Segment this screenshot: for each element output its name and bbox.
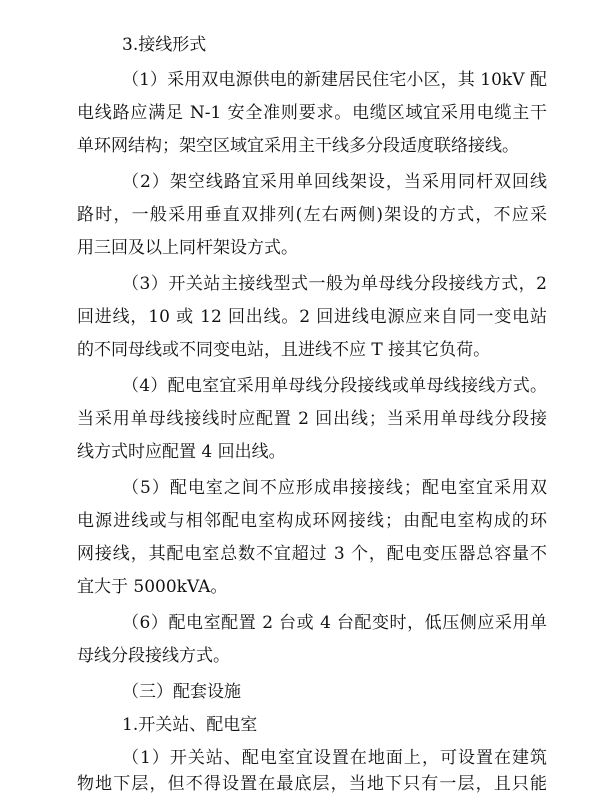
paragraph-7-line-1: （1）开关站、配电室宜设置在地面上，可设置在建筑	[122, 748, 547, 768]
heading-wiring-form: 3.接线形式	[122, 35, 207, 55]
heading-switching-station: 1.开关站、配电室	[122, 715, 258, 735]
paragraph-2-line-3: 用三回及以上同杆架设方式。	[77, 238, 298, 258]
paragraph-5-line-1: （5）配电室之间不应形成串接接线；配电室宜采用双	[122, 478, 547, 498]
paragraph-4-line-2: 当采用单母线接线时应配置 2 回出线；当采用单母线分段接	[77, 409, 547, 429]
paragraph-3-line-3: 的不同母线或不同变电站，且进线不应 T 接其它负荷。	[77, 340, 491, 360]
paragraph-3-line-2: 回进线，10 或 12 回出线。2 回进线电源应来自同一变电站	[77, 307, 547, 327]
paragraph-7-line-2: 物地下层，但不得设置在最底层，当地下只有一层，且只能	[77, 774, 547, 794]
paragraph-2-line-2: 路时，一般采用垂直双排列(左右两侧)架设的方式，不应采	[77, 205, 547, 225]
heading-supporting-facilities: （三）配套设施	[122, 682, 241, 702]
paragraph-6-line-1: （6）配电室配置 2 台或 4 台配变时，低压侧应采用单	[122, 613, 547, 633]
paragraph-4-line-3: 线方式时应配置 4 回出线。	[77, 442, 286, 462]
paragraph-4-line-1: （4）配电室宜采用单母线分段接线或单母线接线方式。	[122, 376, 547, 396]
paragraph-3-line-1: （3）开关站主接线型式一般为单母线分段接线方式，2	[122, 274, 547, 294]
paragraph-5-line-4: 宜大于 5000kVA。	[77, 577, 228, 597]
paragraph-2-line-1: （2）架空线路宜采用单回线架设，当采用同杆双回线	[122, 172, 547, 192]
paragraph-6-line-2: 母线分段接线方式。	[77, 646, 230, 666]
paragraph-5-line-2: 电源进线或与相邻配电室构成环网接线；由配电室构成的环	[77, 511, 547, 531]
paragraph-1-line-1: （1）采用双电源供电的新建居民住宅小区，其 10kV 配	[122, 70, 547, 90]
paragraph-5-line-3: 网接线，其配电室总数不宜超过 3 个，配电变压器总容量不	[77, 544, 547, 564]
paragraph-1-line-3: 单环网结构；架空区域宜采用主干线多分段适度联络接线。	[77, 136, 519, 156]
paragraph-1-line-2: 电线路应满足 N-1 安全准则要求。电缆区域宜采用电缆主干	[77, 103, 547, 123]
